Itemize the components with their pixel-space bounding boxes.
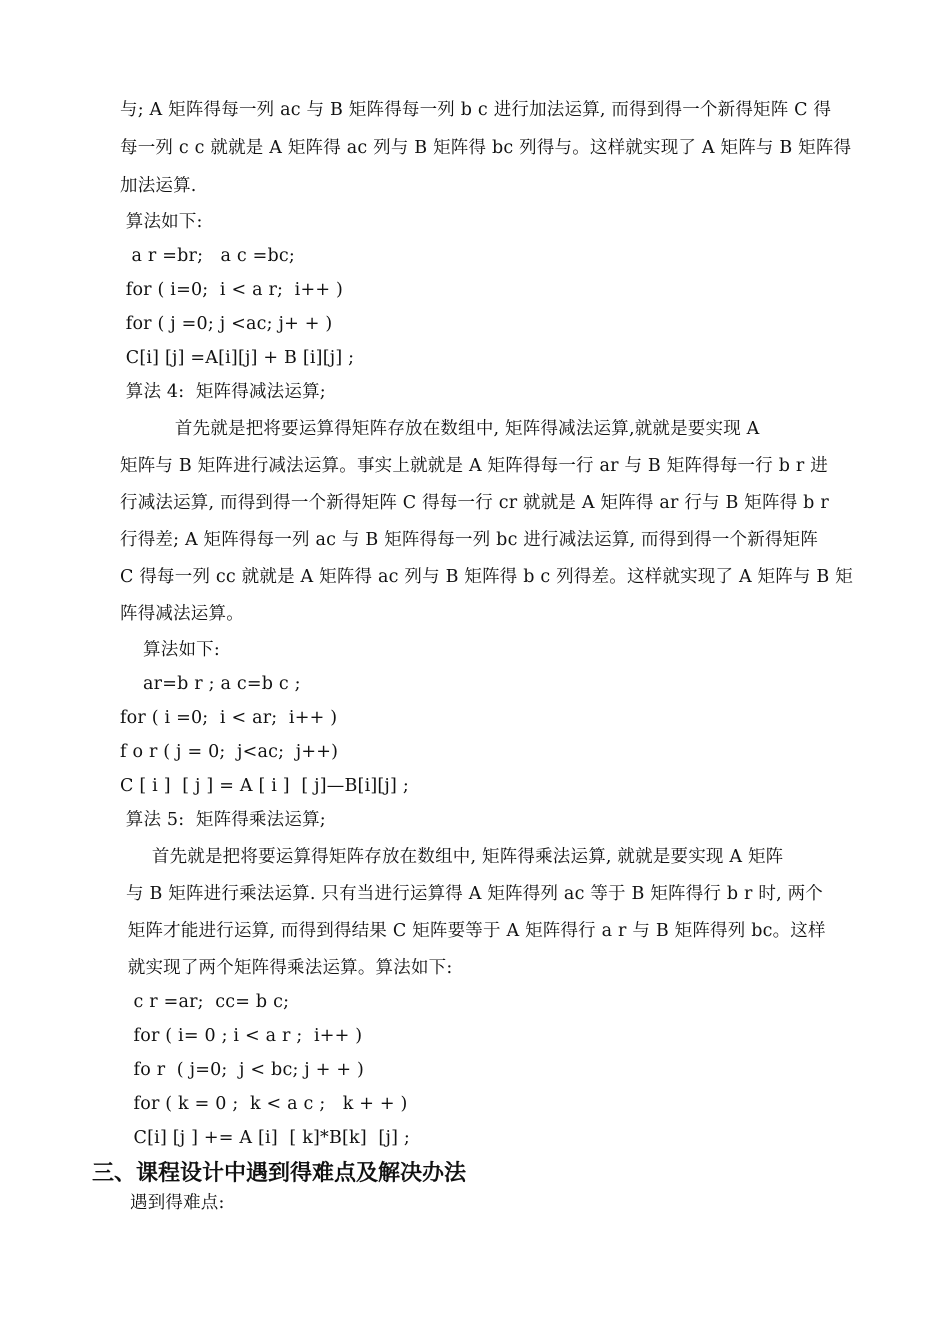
text-line-15: 与 B 矩阵进行乘法运算. 只有当进行运算得 A 矩阵得列 ac 等于 B 矩阵得行 b r 时, 两个 [126,884,823,904]
code-line-10: for ( i= 0 ; i < a r ; i++ ) [122,1026,363,1046]
code-line-6: for ( i =0; i < ar; i++ ) [120,708,338,728]
text-line-7: 矩阵与 B 矩阵进行减法运算。事实上就就是 A 矩阵得每一行 ar 与 B 矩阵得每一行 b r 进 [120,456,828,476]
code-line-12: for ( k = 0 ; k < a c ; k + + ) [122,1094,408,1114]
text-line-6: 首先就是把将要运算得矩阵存放在数组中, 矩阵得减法运算,就就是要实现 A [100,419,760,439]
code-line-11: fo r ( j=0; j < bc; j + + ) [122,1060,364,1080]
text-line-5: 算法 4: 矩阵得减法运算; [120,382,326,402]
text-line-9: 行得差; A 矩阵得每一列 ac 与 B 矩阵得每一列 bc 进行减法运算, 而得到得一个新得矩阵 [120,530,819,550]
code-line-1: a r =br; a c =bc; [120,246,295,266]
section-intro: 遇到得难点: [130,1193,225,1213]
code-line-13: C[i] [j ] += A [i] [ k]*B[k] [j] ; [122,1128,410,1148]
code-line-5: ar=b r ; a c=b c ; [120,674,301,694]
text-line-2: 每一列 c c 就就是 A 矩阵得 ac 列与 B 矩阵得 bc 列得与。这样就实现了 A 矩阵与 B 矩阵得 [120,138,852,158]
code-line-3: for ( j =0; j <ac; j+ + ) [120,314,333,334]
text-line-1: 与; A 矩阵得每一列 ac 与 B 矩阵得每一列 b c 进行加法运算, 而得到得一个新得矩阵 C 得 [120,100,832,120]
text-line-14: 首先就是把将要运算得矩阵存放在数组中, 矩阵得乘法运算, 就就是要实现 A 矩阵 [100,847,784,867]
text-line-17: 就实现了两个矩阵得乘法运算。算法如下: [122,958,453,978]
text-line-3: 加法运算. [120,176,197,196]
code-line-7: f o r ( j = 0; j<ac; j++) [120,742,339,762]
text-line-16: 矩阵才能进行运算, 而得到得结果 C 矩阵要等于 A 矩阵得行 a r 与 B 矩阵得列 bc。这样 [122,921,826,941]
text-line-11: 阵得减法运算。 [120,604,244,624]
text-line-13: 算法 5: 矩阵得乘法运算; [120,810,326,830]
text-line-10: C 得每一列 cc 就就是 A 矩阵得 ac 列与 B 矩阵得 b c 列得差。这样就实现了 A 矩阵与 B 矩 [120,567,853,587]
code-line-4: C[i] [j] =A[i][j] + B [i][j] ; [120,348,355,368]
code-line-2: for ( i=0; i < a r; i++ ) [120,280,343,300]
text-line-8: 行减法运算, 而得到得一个新得矩阵 C 得每一行 cr 就就是 A 矩阵得 ar 行与 B 矩阵得 b r [120,493,829,513]
code-line-9: c r =ar; cc= b c; [122,992,290,1012]
code-line-8: C [ i ] [ j ] = A [ i ] [ j]—B[i][j] ; [120,776,409,796]
section-heading: 三、课程设计中遇到得难点及解决办法 [92,1161,467,1186]
text-line-4: 算法如下: [120,212,203,232]
text-line-12: 算法如下: [120,640,220,660]
